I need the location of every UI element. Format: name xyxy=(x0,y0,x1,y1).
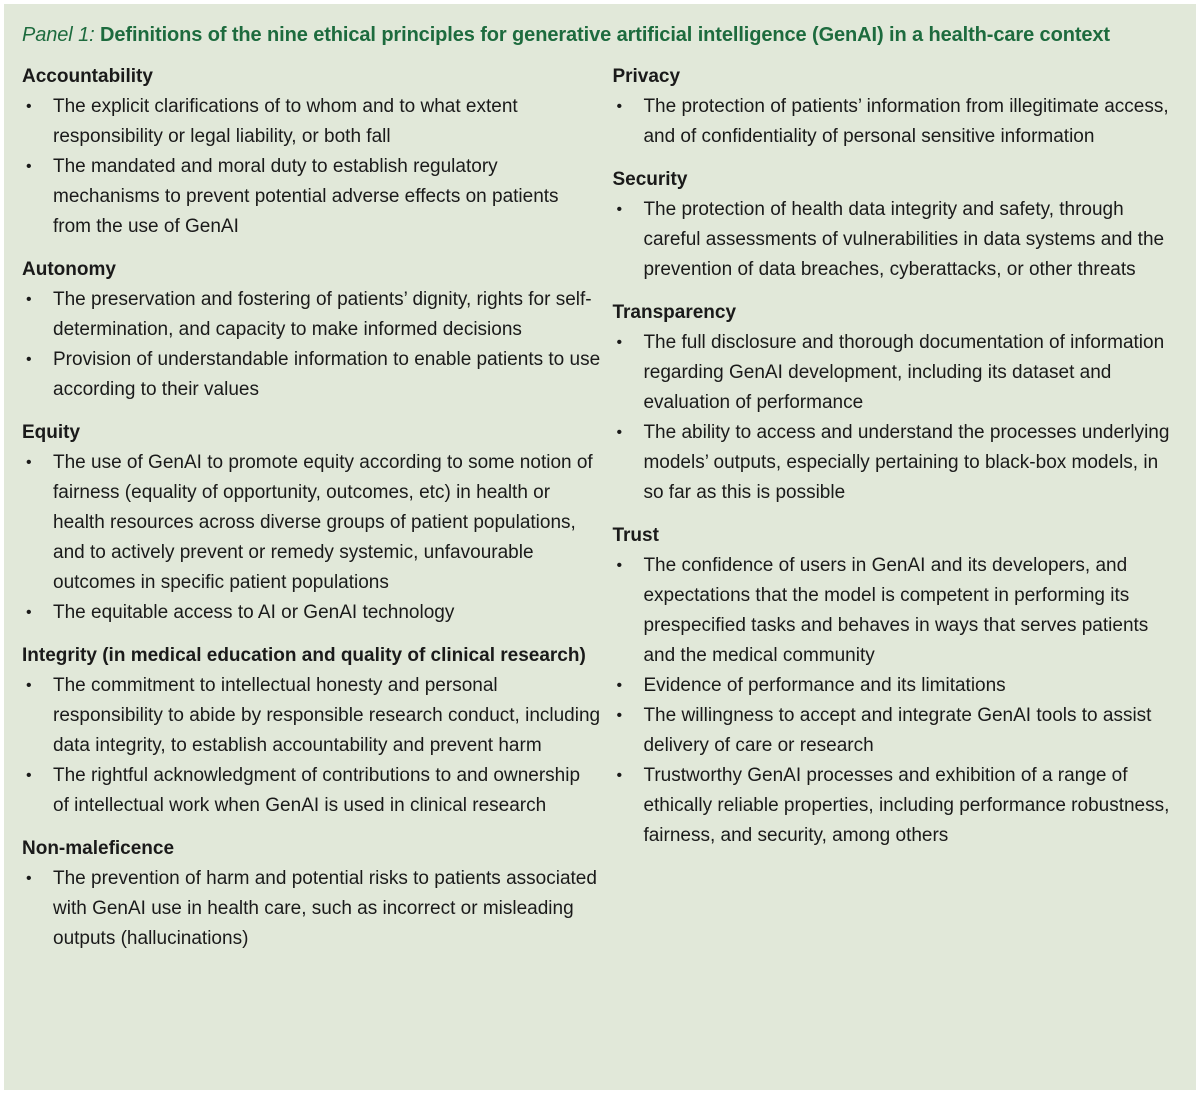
bullet-item xyxy=(612,551,1174,671)
section-autonomy xyxy=(22,255,600,405)
bullet-list xyxy=(22,864,600,954)
bullet-text: The mandated and moral duty to establish regulatory mechanisms to prevent potential adverse effects on patients from the use of GenAI xyxy=(53,156,559,237)
bullet-text: The full disclosure and thorough documentation of information regarding GenAI development, including its dataset and evaluation of performance xyxy=(643,332,1165,413)
bullet-item xyxy=(612,671,1174,701)
bullet-item xyxy=(612,701,1174,761)
section-non-maleficence xyxy=(22,834,600,954)
bullet-dot-icon: • xyxy=(26,454,32,471)
bullet-text: The equitable access to AI or GenAI technology xyxy=(53,602,455,623)
bullet-dot-icon: • xyxy=(616,557,623,574)
bullet-dot-icon: • xyxy=(616,767,623,784)
bullet-dot-icon: • xyxy=(26,158,32,175)
bullet-text: The use of GenAI to promote equity according to some notion of fairness (equality of opportunity, outcomes, etc) in health or health resources across diverse groups of patient populations, and to actively prevent or remedy systemic, unfavourable outcomes in specific patient populations xyxy=(53,452,593,593)
section-transparency xyxy=(612,298,1174,508)
section-heading: Accountability xyxy=(22,66,153,87)
bullet-text: The rightful acknowledgment of contributions to and ownership of intellectual work when GenAI is used in clinical research xyxy=(53,765,581,816)
bullet-text: Trustworthy GenAI processes and exhibition of a range of ethically reliable properties, including performance robustness, fairness, and security, among others xyxy=(643,765,1170,846)
bullet-item xyxy=(612,92,1174,152)
bullet-item xyxy=(22,448,600,598)
bullet-list xyxy=(612,195,1174,285)
panel-box xyxy=(4,4,1196,1090)
section-trust xyxy=(612,521,1174,851)
section-privacy xyxy=(612,62,1174,152)
bullet-dot-icon: • xyxy=(26,351,32,368)
bullet-item xyxy=(22,598,600,628)
bullet-dot-icon: • xyxy=(26,677,32,694)
bullet-text: The commitment to intellectual honesty and personal responsibility to abide by responsible research conduct, including data integrity, to establish accountability and prevent harm xyxy=(53,675,601,756)
section-security xyxy=(612,165,1174,285)
bullet-item xyxy=(22,761,600,821)
bullet-dot-icon: • xyxy=(616,677,623,694)
section-heading: Equity xyxy=(22,422,81,443)
bullet-list xyxy=(22,285,600,405)
bullet-dot-icon: • xyxy=(616,201,623,218)
bullet-dot-icon: • xyxy=(616,98,623,115)
panel-columns xyxy=(22,62,1174,967)
bullet-dot-icon: • xyxy=(26,870,32,887)
bullet-item xyxy=(22,671,600,761)
bullet-list xyxy=(22,448,600,628)
bullet-text: The confidence of users in GenAI and its developers, and expectations that the model is competent in performing its prespecified tasks and behaves in ways that serves patients and the medical community xyxy=(643,555,1149,666)
bullet-dot-icon: • xyxy=(616,334,623,351)
bullet-dot-icon: • xyxy=(26,604,32,621)
bullet-text: Evidence of performance and its limitations xyxy=(643,675,1006,696)
bullet-list xyxy=(612,92,1174,152)
section-heading: Security xyxy=(612,169,688,190)
bullet-item xyxy=(612,195,1174,285)
right-column xyxy=(612,62,1174,967)
bullet-dot-icon: • xyxy=(26,291,32,308)
panel-title-text: Definitions of the nine ethical principles for generative artificial intelligence (GenAI) in a health-care context xyxy=(94,24,1110,46)
bullet-text: The protection of patients’ information from illegitimate access, and of confidentiality of personal sensitive information xyxy=(643,96,1169,147)
section-heading: Trust xyxy=(612,525,659,546)
bullet-list xyxy=(22,671,600,821)
section-heading: Non-maleficence xyxy=(22,838,175,859)
bullet-dot-icon: • xyxy=(26,98,32,115)
bullet-text: The protection of health data integrity and safety, through careful assessments of vulnerabilities in data systems and the prevention of data breaches, cyberattacks, or other threats xyxy=(643,199,1165,280)
section-heading: Integrity (in medical education and quality of clinical research) xyxy=(22,645,586,666)
section-integrity xyxy=(22,641,600,821)
bullet-text: The preservation and fostering of patients’ dignity, rights for self-determination, and capacity to make informed decisions xyxy=(53,289,592,340)
bullet-item xyxy=(612,328,1174,418)
section-heading: Autonomy xyxy=(22,259,116,280)
panel-title xyxy=(22,22,1174,48)
section-accountability xyxy=(22,62,600,242)
section-heading: Privacy xyxy=(612,66,681,87)
bullet-dot-icon: • xyxy=(26,767,32,784)
bullet-text: The ability to access and understand the processes underlying models’ outputs, especially pertaining to black-box models, in so far as this is possible xyxy=(643,422,1170,503)
bullet-list xyxy=(612,551,1174,851)
bullet-item xyxy=(612,418,1174,508)
section-equity xyxy=(22,418,600,628)
bullet-text: Provision of understandable information to enable patients to use according to their values xyxy=(53,349,601,400)
bullet-item xyxy=(22,285,600,345)
bullet-text: The willingness to accept and integrate GenAI tools to assist delivery of care or research xyxy=(643,705,1152,756)
bullet-item xyxy=(22,864,600,954)
bullet-item xyxy=(612,761,1174,851)
left-column xyxy=(22,62,600,967)
bullet-dot-icon: • xyxy=(616,707,623,724)
bullet-dot-icon: • xyxy=(616,424,623,441)
section-heading: Transparency xyxy=(612,302,737,323)
bullet-text: The prevention of harm and potential risks to patients associated with GenAI use in health care, such as incorrect or misleading outputs (hallucinations) xyxy=(53,868,597,949)
bullet-item xyxy=(22,345,600,405)
bullet-item xyxy=(22,152,600,242)
bullet-list xyxy=(612,328,1174,508)
bullet-list xyxy=(22,92,600,242)
panel-label: Panel 1: xyxy=(22,24,95,46)
bullet-item xyxy=(22,92,600,152)
bullet-text: The explicit clarifications of to whom and to what extent responsibility or legal liability, or both fall xyxy=(53,96,518,147)
